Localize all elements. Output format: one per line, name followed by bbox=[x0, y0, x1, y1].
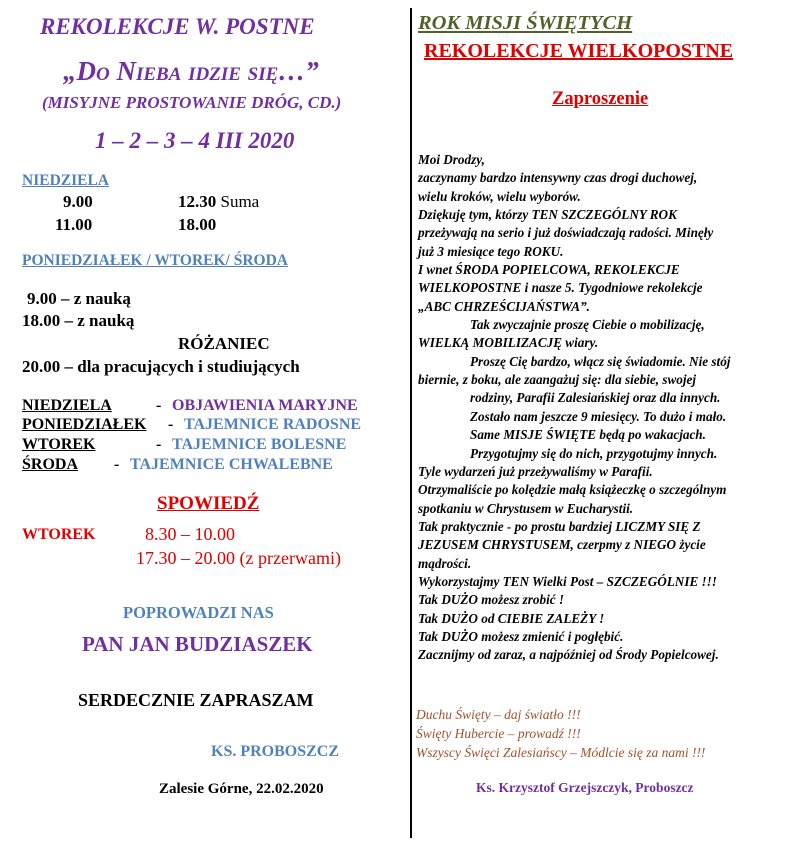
letter-line: JEZUSEM CHRYSTUSEM, czerpmy z NIEGO życie bbox=[418, 537, 706, 553]
confession-time-1: 8.30 – 10.00 bbox=[145, 524, 235, 544]
led-by-label: POPROWADZI NAS bbox=[123, 603, 274, 622]
letter-line: zaczynamy bardzo intensywny czas drogi duchowej, bbox=[418, 170, 698, 186]
invitation-title: Zaproszenie bbox=[552, 89, 649, 109]
confession-time-2: 17.30 – 20.00 (z przerwami) bbox=[136, 548, 341, 568]
letter-line: biernie, z boku, ale zaangażuj się: dla siebie, swojej bbox=[418, 372, 697, 388]
weekday-time-2: 18.00 – z nauką bbox=[22, 311, 135, 330]
weekday-time-1: 9.00 – z nauką bbox=[27, 289, 131, 308]
mystery-name: TAJEMNICE RADOSNE bbox=[184, 416, 362, 433]
letter-line: I wnet ŚRODA POPIELCOWA, REKOLEKCJE bbox=[418, 262, 680, 278]
letter-line: Tak DUŻO możesz zmienić i pogłębić. bbox=[418, 628, 624, 644]
mystery-day: WTOREK bbox=[22, 436, 96, 453]
leader-name: PAN JAN BUDZIASZEK bbox=[82, 632, 313, 656]
priest-title: KS. PROBOSZCZ bbox=[211, 743, 340, 760]
retreat-motto: „Do Nieba idzie się…” bbox=[63, 56, 319, 86]
letter-line: przeżywają na serio i już doświadczają radości. Minęły bbox=[418, 225, 714, 241]
letter-line: wielu kroków, wielu wyborów. bbox=[418, 188, 581, 204]
letter-line: Tak DUŻO możesz zrobić ! bbox=[418, 592, 565, 608]
letter-line: rodziny, Parafii Zalesiańskiej oraz dla innych. bbox=[470, 390, 721, 406]
sunday-time-3: 11.00 bbox=[55, 215, 93, 234]
prayer-line: Wszyscy Święci Zalesiańscy – Módlcie się za nami !!! bbox=[416, 745, 706, 760]
retreat-subtitle: (MISYJNE PROSTOWANIE DRÓG, CD.) bbox=[42, 93, 342, 112]
place-date: Zalesie Górne, 22.02.2020 bbox=[159, 781, 324, 797]
sunday-label: NIEDZIELA bbox=[22, 172, 109, 189]
year-title: ROK MISJI ŚWIĘTYCH bbox=[418, 12, 633, 34]
prayer-line: Święty Hubercie – prowadź !!! bbox=[416, 726, 581, 741]
sunday-time-4: 18.00 bbox=[178, 215, 217, 234]
letter-line: WIELKOPOSTNE i nasze 5. Tygodniowe rekolekcje bbox=[418, 280, 703, 296]
letter-line: Zacznijmy od zaraz, a najpóźniej od Środy Popielcowej. bbox=[418, 647, 719, 663]
retreat-heading: REKOLEKCJE W. POSTNE bbox=[40, 14, 315, 39]
mystery-name: TAJEMNICE CHWALEBNE bbox=[130, 456, 333, 473]
mystery-name: TAJEMNICE BOLESNE bbox=[172, 436, 347, 453]
letter-line: Tak praktycznie - po prostu bardziej LICZMY SIĘ Z bbox=[418, 518, 701, 534]
prayer-line: Duchu Święty – daj światło !!! bbox=[416, 707, 581, 722]
letter-line: Zostało nam jeszcze 9 miesięcy. To dużo i mało. bbox=[470, 408, 727, 424]
letter-line: mądrości. bbox=[418, 555, 472, 571]
column-divider bbox=[410, 8, 412, 838]
invitation-text: SERDECZNIE ZAPRASZAM bbox=[78, 690, 314, 710]
mystery-name: OBJAWIENIA MARYJNE bbox=[172, 397, 358, 414]
letter-line: Proszę Cię bardzo, włącz się świadomie. Nie stój bbox=[470, 353, 731, 369]
mystery-dash: - bbox=[114, 456, 120, 473]
confession-heading: SPOWIEDŹ bbox=[157, 493, 260, 514]
letter-line: Tyle wydarzeń już przeżywaliśmy w Parafii. bbox=[418, 463, 653, 479]
sunday-time-1: 9.00 bbox=[63, 192, 93, 211]
mystery-dash: - bbox=[156, 436, 162, 453]
retreat-dates: 1 – 2 – 3 – 4 III 2020 bbox=[95, 128, 295, 153]
mystery-dash: - bbox=[168, 416, 174, 433]
letter-line: Otrzymaliście po kolędzie małą książeczkę o szczególnym bbox=[418, 482, 727, 498]
mystery-day: PONIEDZIAŁEK bbox=[22, 416, 147, 433]
confession-day: WTOREK bbox=[22, 526, 96, 543]
mystery-day: ŚRODA bbox=[22, 456, 79, 473]
letter-line: WIELKĄ MOBILIZACJĘ wiary. bbox=[418, 335, 599, 351]
letter-line: Tak DUŻO od CIEBIE ZALEŻY ! bbox=[418, 610, 605, 626]
weekdays-label: PONIEDZIAŁEK / WTOREK/ ŚRODA bbox=[22, 252, 288, 269]
signature: Ks. Krzysztof Grzejszczyk, Proboszcz bbox=[476, 780, 694, 795]
rosary-time: 20.00 – dla pracujących i studiujących bbox=[22, 357, 300, 376]
letter-line: Tak zwyczajnie proszę Ciebie o mobilizację, bbox=[470, 317, 705, 333]
letter-line: Wykorzystajmy TEN Wielki Post – SZCZEGÓLNIE !!! bbox=[418, 573, 717, 589]
letter-line: Moi Drodzy, bbox=[418, 152, 485, 167]
sunday-time-2-suffix: Suma bbox=[220, 192, 260, 211]
rosary-heading: RÓŻANIEC bbox=[178, 334, 270, 353]
letter-line: Same MISJE ŚWIĘTE będą po wakacjach. bbox=[470, 427, 706, 443]
letter-line: Dziękuję tym, którzy TEN SZCZEGÓLNY ROK bbox=[418, 207, 677, 223]
prayer-lines bbox=[416, 705, 705, 762]
mystery-day: NIEDZIELA bbox=[22, 397, 112, 414]
letter-line: „ABC CHRZEŚCIJAŃSTWA”. bbox=[418, 298, 590, 314]
letter-line: spotkaniu w Chrystusem w Eucharystii. bbox=[418, 500, 634, 516]
lent-retreat-title: REKOLEKCJE WIELKOPOSTNE bbox=[424, 40, 734, 62]
sunday-time-2-value: 12.30 bbox=[178, 192, 217, 211]
letter-line: już 3 miesiące tego ROKU. bbox=[418, 243, 564, 259]
mystery-dash: - bbox=[156, 397, 162, 414]
letter-body bbox=[418, 151, 790, 665]
sunday-time-2 bbox=[178, 192, 259, 212]
letter-line: Przygotujmy się do nich, przygotujmy innych. bbox=[470, 445, 718, 461]
